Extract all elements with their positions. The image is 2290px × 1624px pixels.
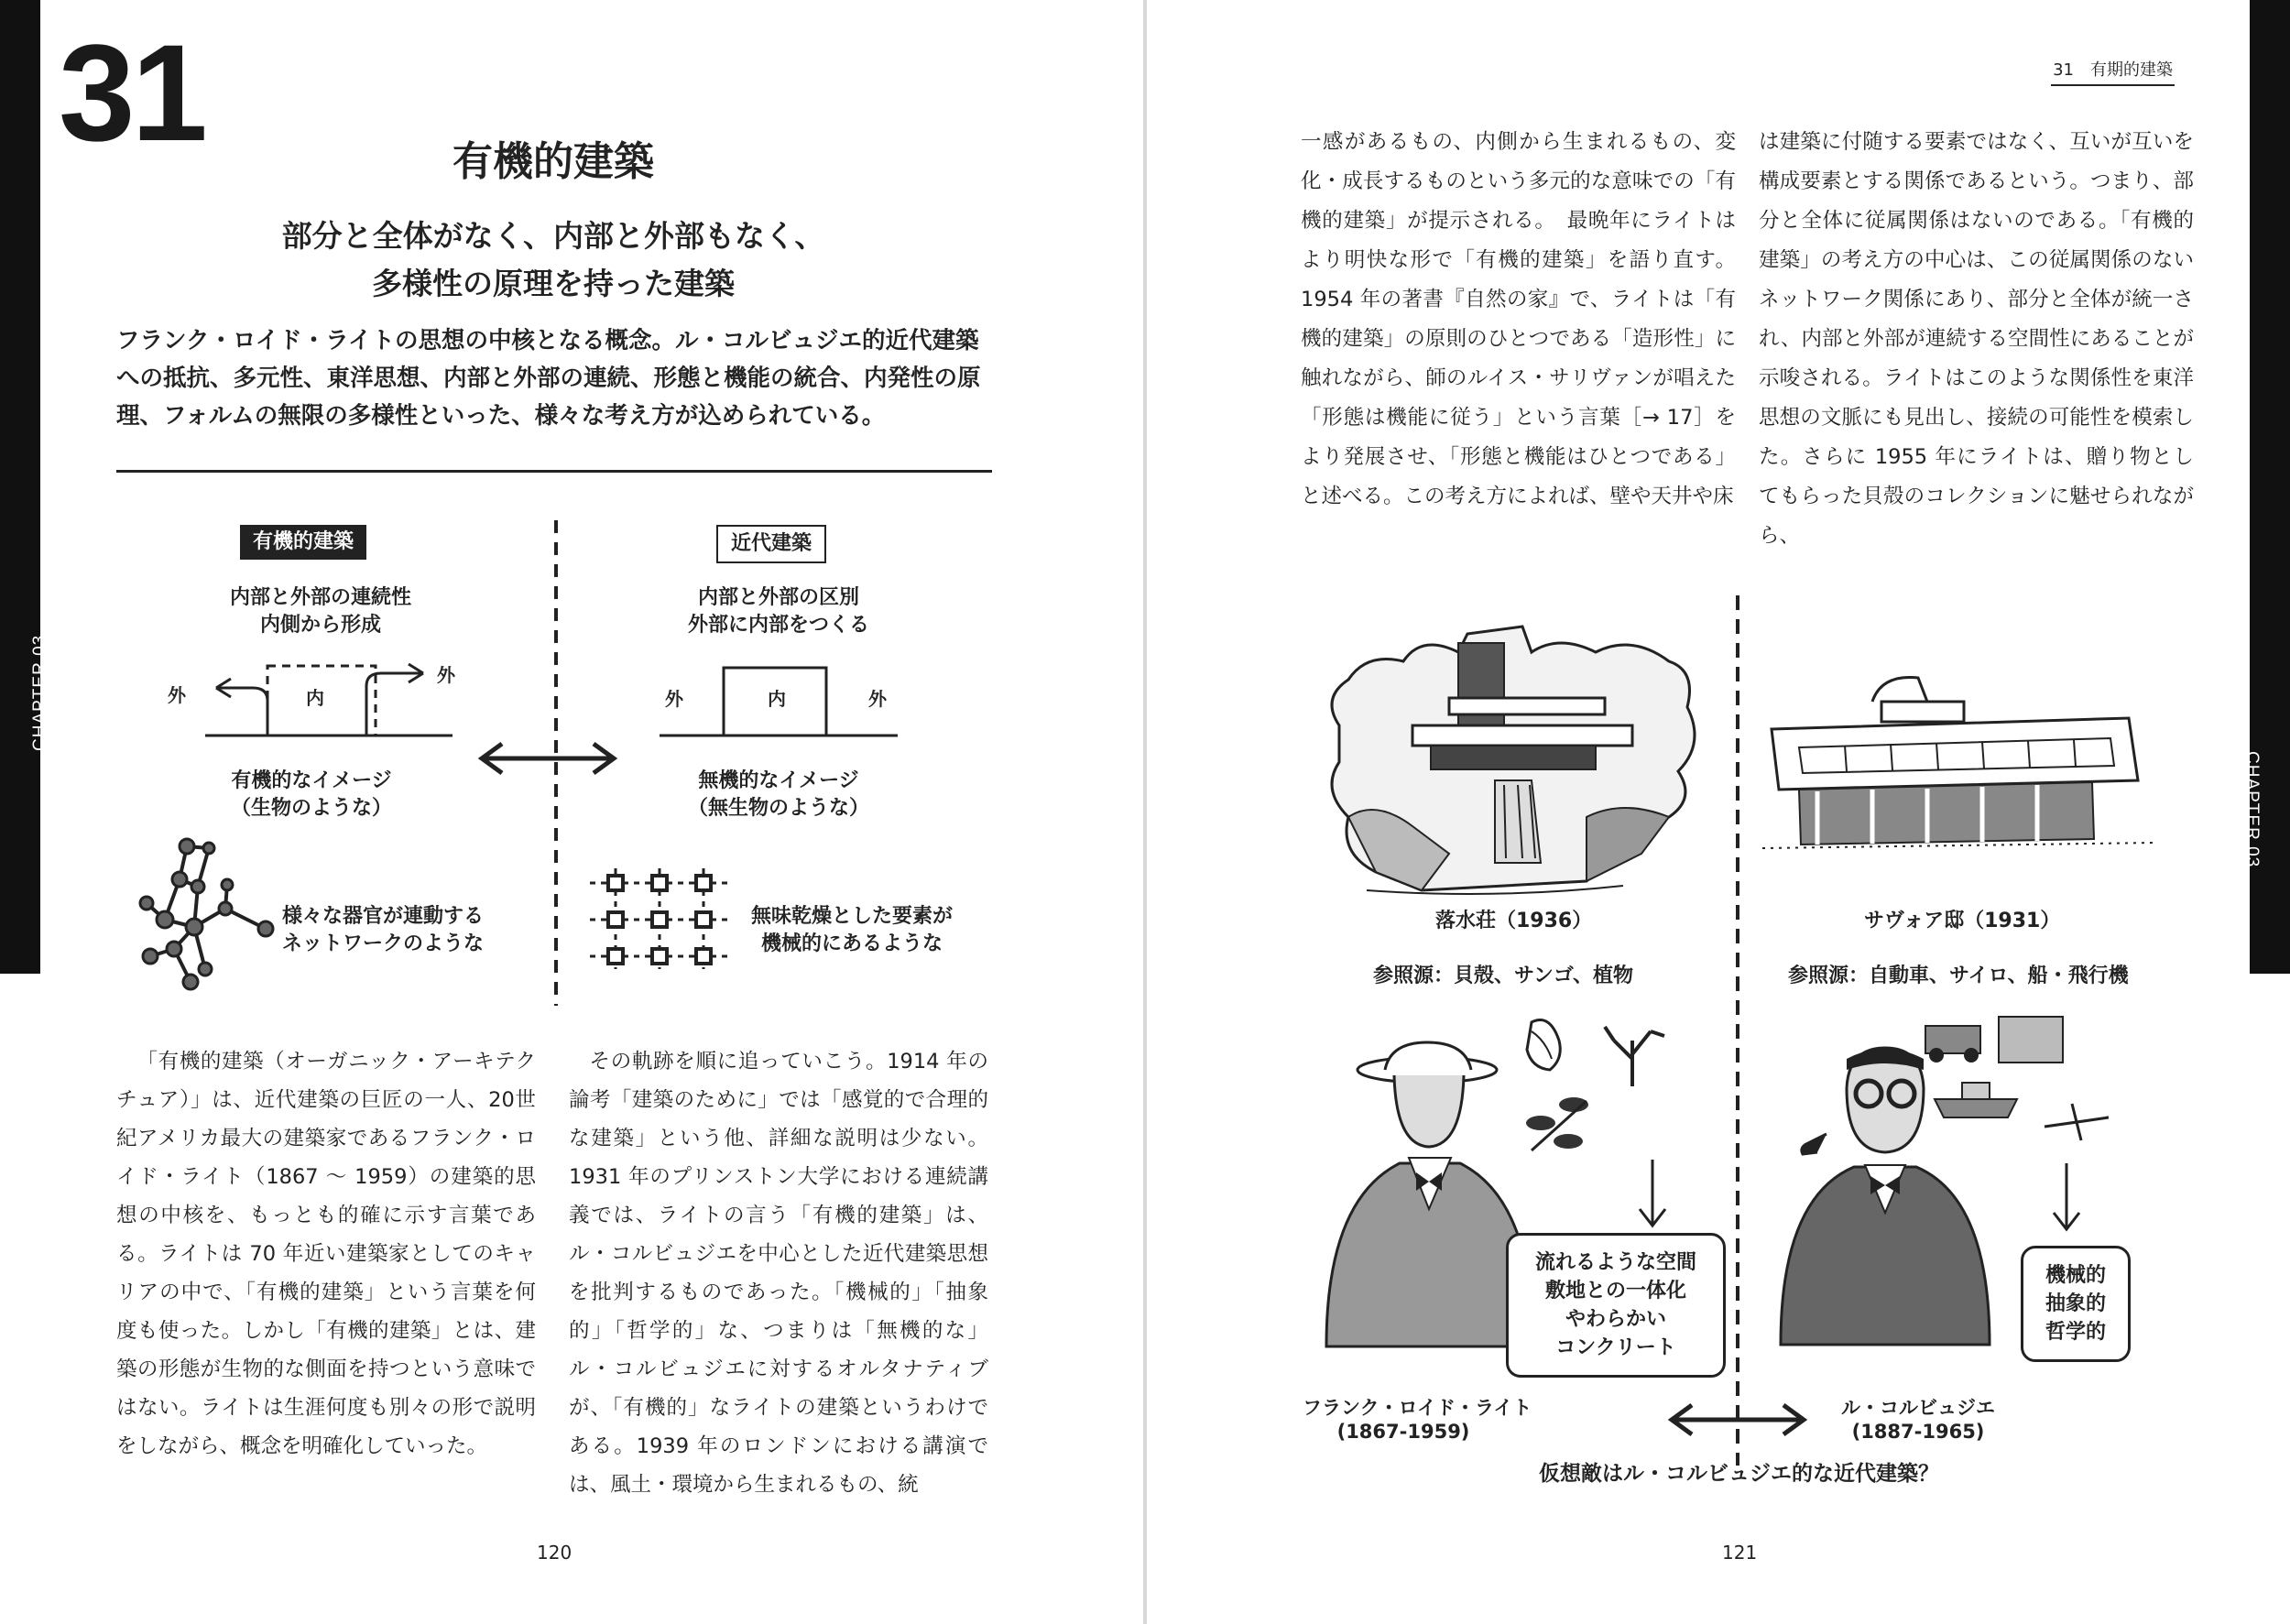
grid-icon: [590, 868, 727, 969]
modern-inside: 内: [768, 688, 786, 710]
section-divider: [116, 470, 992, 473]
right-column-1: 一感があるもの、内側から生まれるもの、変化・成長するものという多元的な意味での「有機的建築」が提示される。 最晩年にライトはより明快な形で「有機的建築」を語り直す。1954 年の著書『自然の家』で、ライトは「有機的建築」の原則のひとつである「造形性」に触れながら、師のルイス・サリヴァンが唱えた「形態は機能に従う」という言葉［→ 17］をより発展させ、「形態と機能はひとつである」と述べる。この考え方によれば、壁や天井や床: [1301, 130, 1736, 508]
chapter-side-tab-label: CHAPTER 03: [30, 634, 49, 751]
wright-reference: 参照源：貝殻、サンゴ、植物: [1373, 965, 1634, 987]
corbusier-bubble-line-3: 哲学的: [2045, 1321, 2106, 1344]
wright-bubble-line-3: やわらかい: [1565, 1308, 1666, 1331]
corbusier-bubble-line-2: 抽象的: [2045, 1292, 2106, 1315]
corbusier-name: ル・コルビュジエ: [1841, 1397, 1995, 1419]
subtitle-line-1: 部分と全体がなく、内部と外部もなく、: [281, 218, 825, 254]
running-header: 31 有期的建築: [2051, 57, 2175, 86]
page-subtitle: [147, 213, 960, 308]
chapter-side-tab: [0, 0, 49, 974]
organic-image-line-2: （生物のような）: [230, 797, 392, 820]
chapter-number: 31: [59, 16, 204, 169]
right-column-2: は建築に付随する要素ではなく、互いが互いを構成要素とする関係であるという。つまり、部分と全体に従属関係はないのである。「有機的建築」の考え方の中心は、この従属関係のないネットワーク関係にあり、部分と全体が統一され、内部と外部が連続する空間性にあることが示唆される。ライトはこのような関係性を東洋思想の文脈にも見出し、接続の可能性を模索した。さらに 1955 年にライトは、贈り物としてもらった貝殻のコレクションに魅せられながら、: [1759, 130, 2194, 548]
corbusier-portrait: [1772, 1052, 2001, 1345]
network-label: [282, 903, 484, 958]
illustration-divider: [1733, 595, 1742, 1466]
savoye-caption: サヴォア邸（1931）: [1864, 910, 2061, 932]
modern-architecture-tag: 近代建築: [716, 525, 826, 563]
wright-characteristics-bubble: [1506, 1233, 1726, 1378]
corbusier-name-label: [1827, 1396, 2010, 1444]
organic-outside-left: 外: [168, 684, 186, 706]
lead-paragraph: フランク・ロイド・ライトの思想の中核となる概念。ル・コルビュジエ的近代建築への抵抗、多元性、東洋思想、内部と外部の連続、形態と機能の統合、内発性の原理、フォルムの無限の多様性といった、様々な考え方が込められている。: [116, 327, 981, 430]
page-number-right: 121: [1722, 1542, 1758, 1564]
organic-space-figure: [196, 655, 462, 747]
villa-savoye-illustration: [1762, 665, 2165, 866]
chapter-side-tab-right-label: CHAPTER 03: [2242, 751, 2262, 868]
network-line-1: 様々な器官が連動する: [282, 905, 485, 928]
fallingwater-caption: 落水荘（1936）: [1435, 910, 1593, 932]
subtitle-line-2: 多様性の原理を持った建築: [372, 266, 735, 301]
organic-inside: 内: [306, 687, 324, 709]
wright-years: (1867-1959): [1336, 1421, 1470, 1443]
modern-outside-left: 外: [665, 688, 683, 710]
right-page: [1147, 0, 2290, 1624]
grid-line-2: 機械的にあるような: [761, 932, 943, 955]
wright-down-arrow-icon: [1634, 1160, 1671, 1233]
network-line-2: ネットワークのような: [282, 932, 485, 955]
organic-architecture-tag: 有機的建築: [240, 525, 366, 560]
page-title: 有機的建築: [453, 138, 654, 185]
corbusier-down-arrow-icon: [2048, 1163, 2085, 1237]
organic-description: [183, 584, 458, 639]
network-icon: [136, 835, 282, 996]
left-page: [0, 0, 1143, 1624]
modern-desc-line-2: 外部に内部をつくる: [687, 614, 869, 637]
modern-desc-line-1: 内部と外部の区別: [697, 586, 859, 609]
organic-image-line-1: 有機的なイメージ: [231, 769, 392, 792]
corbusier-bubble-line-1: 機械的: [2045, 1264, 2106, 1287]
modern-image-line-1: 無機的なイメージ: [698, 769, 859, 792]
organic-desc-line-1: 内部と外部の連続性: [229, 586, 411, 609]
organic-outside-right: 外: [437, 664, 455, 686]
modern-image-label: [641, 768, 916, 823]
fallingwater-illustration: [1312, 616, 1715, 899]
chapter-side-tab-right: [2242, 0, 2290, 974]
wright-bubble-line-1: 流れるような空間: [1534, 1251, 1696, 1274]
corbusier-years: (1887-1965): [1851, 1421, 1985, 1443]
rivalry-double-arrow-icon: [1664, 1401, 1811, 1438]
organic-desc-line-2: 内側から形成: [259, 614, 381, 637]
modern-description: [641, 584, 916, 639]
grid-label: [751, 903, 953, 958]
corbusier-reference: 参照源：自動車、サイロ、船・飛行機: [1788, 965, 2129, 987]
body-column-2: その軌跡を順に追っていこう。1914 年の論考「建築のために」では「感覚的で合理的な建築」という他、詳細な説明は少ない。1931 年のプリンストン大学における連続講義では、ライトの言う「有機的建築」は、ル・コルビュジエを中心とした近代建築思想を批判するものであった。「機械的」「抽象的」「哲学的」な、つまりは「無機的な」ル・コルビュジエに対するオルタナティブが、「有機的」なライトの建築というわけである。1939 年のロンドンにおける講演では、風土・環境から生まれるもの、統: [569, 1050, 988, 1497]
double-arrow-icon: [474, 740, 621, 777]
page-number-left: 120: [537, 1542, 572, 1564]
wright-name: フランク・ロイド・ライト: [1303, 1397, 1532, 1419]
wright-bubble-line-2: 敷地との一体化: [1544, 1280, 1686, 1302]
grid-line-1: 無味乾燥とした要素が: [751, 905, 954, 928]
wright-name-label: [1303, 1396, 1532, 1444]
organic-image-label: [174, 768, 449, 823]
corbusier-characteristics-bubble: [2021, 1246, 2131, 1362]
body-column-1: 「有機的建築（オーガニック・アーキテクチュア）」は、近代建築の巨匠の一人、20世紀アメリカ最大の建築家であるフランク・ロイド・ライト（1867 〜 1959）の建築的思想の中核を、もっとも的確に示す言葉である。ライトは 70 年近い建築家としてのキャリアの中で、「有機的建築」という言葉を何度も使った。しかし「有機的建築」とは、建築の形態が生物的な側面を持つという意味ではない。ライトは生涯何度も別々の形で説明をしながら、概念を明確化していった。: [116, 1050, 536, 1458]
modern-image-line-2: （無生物のような）: [687, 797, 869, 820]
modern-outside-right: 外: [868, 688, 887, 710]
wright-bubble-line-4: コンクリート: [1555, 1336, 1676, 1359]
bottom-caption: 仮想敵はル・コルビュジエ的な近代建築？: [1539, 1462, 1939, 1486]
